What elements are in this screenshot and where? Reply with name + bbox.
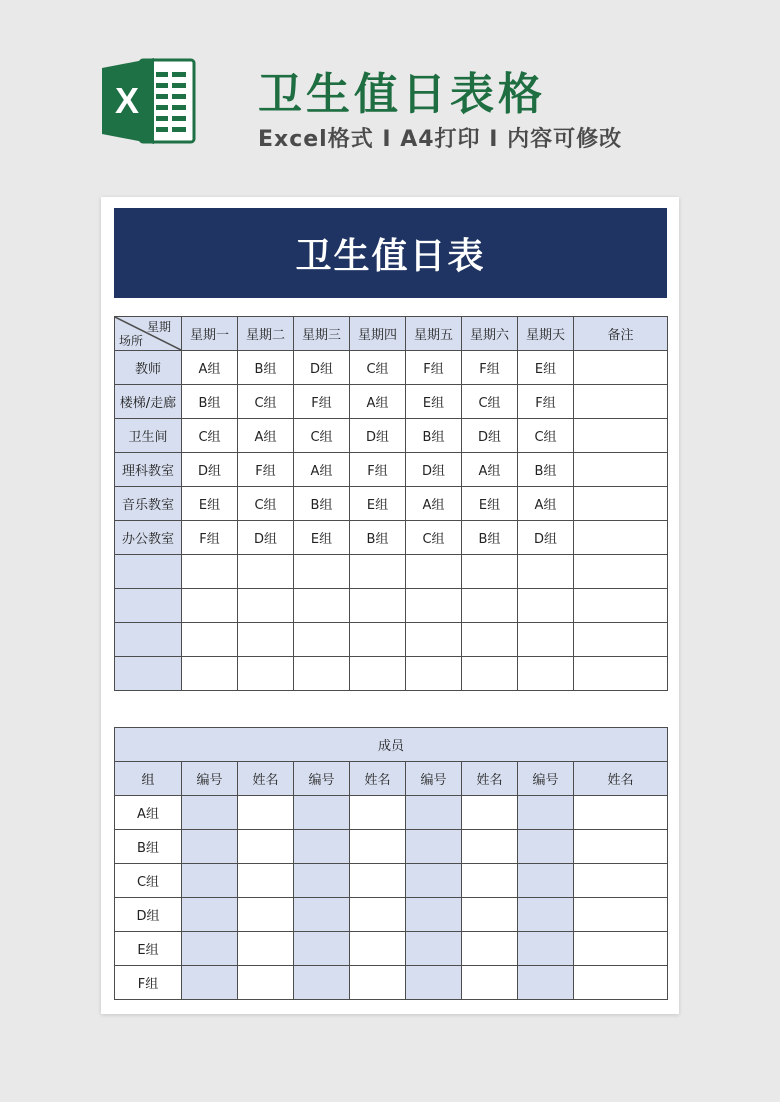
day-header: 星期天	[518, 317, 574, 351]
group-label-cell: A组	[115, 796, 182, 830]
group-cell[interactable]: E组	[294, 521, 350, 555]
group-cell[interactable]: A组	[406, 487, 462, 521]
day-header: 星期五	[406, 317, 462, 351]
number-cell[interactable]	[406, 864, 462, 898]
empty-cell[interactable]	[350, 589, 406, 623]
name-cell[interactable]	[574, 796, 668, 830]
schedule-row	[115, 385, 668, 419]
name-header: 姓名	[350, 762, 406, 796]
name-cell[interactable]	[462, 864, 518, 898]
empty-cell[interactable]	[294, 589, 350, 623]
group-cell[interactable]: C组	[294, 419, 350, 453]
empty-cell[interactable]	[182, 555, 238, 589]
remarks-header: 备注	[574, 317, 668, 351]
page-header	[0, 0, 780, 190]
place-cell: 教师	[115, 351, 182, 385]
number-cell[interactable]	[182, 796, 238, 830]
group-cell[interactable]: B组	[518, 453, 574, 487]
group-cell[interactable]: D组	[238, 521, 294, 555]
spreadsheet-page	[101, 197, 679, 1014]
group-cell[interactable]: B组	[238, 351, 294, 385]
day-header: 星期一	[182, 317, 238, 351]
page-title: 卫生值日表格	[258, 69, 546, 120]
group-cell[interactable]: D组	[406, 453, 462, 487]
corner-header-cell	[115, 317, 182, 351]
empty-cell[interactable]	[518, 555, 574, 589]
schedule-blank-row	[115, 623, 668, 657]
member-row	[115, 796, 668, 830]
number-cell[interactable]	[182, 864, 238, 898]
group-cell[interactable]: D组	[294, 351, 350, 385]
name-cell[interactable]	[350, 830, 406, 864]
schedule-header-row	[115, 317, 668, 351]
empty-cell[interactable]	[462, 657, 518, 691]
sheet-banner	[114, 208, 667, 298]
schedule-blank-row	[115, 657, 668, 691]
number-cell[interactable]	[294, 796, 350, 830]
remarks-cell[interactable]	[574, 385, 668, 419]
name-cell[interactable]	[350, 864, 406, 898]
duty-schedule-table	[114, 316, 668, 691]
group-cell[interactable]: F组	[406, 351, 462, 385]
empty-cell[interactable]	[406, 555, 462, 589]
empty-cell[interactable]	[462, 589, 518, 623]
number-cell[interactable]	[294, 864, 350, 898]
group-header: 组	[115, 762, 182, 796]
empty-cell[interactable]	[462, 623, 518, 657]
members-header-row	[115, 762, 668, 796]
empty-cell[interactable]	[238, 657, 294, 691]
group-label-cell: F组	[115, 966, 182, 1000]
name-cell[interactable]	[462, 932, 518, 966]
group-cell[interactable]: A组	[518, 487, 574, 521]
empty-cell[interactable]	[574, 555, 668, 589]
number-cell[interactable]	[294, 932, 350, 966]
name-cell[interactable]	[462, 898, 518, 932]
member-row	[115, 932, 668, 966]
name-cell[interactable]	[462, 966, 518, 1000]
excel-icon	[100, 56, 196, 146]
remarks-cell[interactable]	[574, 419, 668, 453]
group-cell[interactable]: E组	[350, 487, 406, 521]
empty-cell[interactable]	[350, 623, 406, 657]
group-label-cell: B组	[115, 830, 182, 864]
group-cell[interactable]: A组	[350, 385, 406, 419]
schedule-row	[115, 419, 668, 453]
name-cell[interactable]	[350, 932, 406, 966]
empty-cell[interactable]	[462, 555, 518, 589]
number-cell[interactable]	[294, 898, 350, 932]
number-cell[interactable]	[182, 830, 238, 864]
group-cell[interactable]: C组	[238, 385, 294, 419]
empty-cell[interactable]	[182, 623, 238, 657]
group-cell[interactable]: D组	[182, 453, 238, 487]
empty-cell[interactable]	[518, 589, 574, 623]
empty-cell[interactable]	[350, 555, 406, 589]
group-cell[interactable]: F组	[462, 351, 518, 385]
group-cell[interactable]: F组	[182, 521, 238, 555]
number-cell[interactable]	[518, 830, 574, 864]
number-cell[interactable]	[294, 966, 350, 1000]
number-cell[interactable]	[406, 932, 462, 966]
empty-cell[interactable]	[574, 623, 668, 657]
empty-cell[interactable]	[574, 589, 668, 623]
members-title: 成员	[115, 728, 668, 762]
group-cell[interactable]: C组	[518, 419, 574, 453]
empty-cell[interactable]	[406, 623, 462, 657]
name-cell[interactable]	[350, 898, 406, 932]
remarks-cell[interactable]	[574, 453, 668, 487]
number-cell[interactable]	[518, 864, 574, 898]
number-cell[interactable]	[406, 830, 462, 864]
group-cell[interactable]: B组	[294, 487, 350, 521]
name-cell[interactable]	[238, 932, 294, 966]
member-row	[115, 864, 668, 898]
group-cell[interactable]: D组	[518, 521, 574, 555]
sheet-title: 卫生值日表	[295, 235, 486, 277]
number-cell[interactable]	[294, 830, 350, 864]
number-cell[interactable]	[406, 796, 462, 830]
name-cell[interactable]	[574, 864, 668, 898]
group-cell[interactable]: A组	[182, 351, 238, 385]
group-cell[interactable]: F组	[518, 385, 574, 419]
name-header: 姓名	[238, 762, 294, 796]
name-cell[interactable]	[238, 864, 294, 898]
group-label-cell: E组	[115, 932, 182, 966]
empty-cell[interactable]	[294, 623, 350, 657]
name-cell[interactable]	[238, 796, 294, 830]
name-header: 姓名	[574, 762, 668, 796]
place-cell[interactable]	[115, 589, 182, 623]
name-header: 姓名	[462, 762, 518, 796]
name-cell[interactable]	[350, 966, 406, 1000]
empty-cell[interactable]	[294, 555, 350, 589]
empty-cell[interactable]	[238, 555, 294, 589]
empty-cell[interactable]	[574, 657, 668, 691]
group-cell[interactable]: B组	[462, 521, 518, 555]
name-cell[interactable]	[238, 830, 294, 864]
group-cell[interactable]: A组	[462, 453, 518, 487]
member-row	[115, 898, 668, 932]
schedule-row	[115, 487, 668, 521]
place-cell[interactable]	[115, 657, 182, 691]
number-cell[interactable]	[518, 796, 574, 830]
schedule-row	[115, 453, 668, 487]
number-cell[interactable]	[518, 932, 574, 966]
number-cell[interactable]	[182, 932, 238, 966]
group-cell[interactable]: F组	[350, 453, 406, 487]
empty-cell[interactable]	[518, 623, 574, 657]
place-cell[interactable]	[115, 623, 182, 657]
day-header: 星期六	[462, 317, 518, 351]
empty-cell[interactable]	[406, 657, 462, 691]
name-cell[interactable]	[238, 966, 294, 1000]
group-cell[interactable]: B组	[182, 385, 238, 419]
svg-text:X: X	[114, 80, 140, 121]
number-header: 编号	[182, 762, 238, 796]
empty-cell[interactable]	[518, 657, 574, 691]
number-cell[interactable]	[182, 898, 238, 932]
group-label-cell: D组	[115, 898, 182, 932]
name-cell[interactable]	[238, 898, 294, 932]
remarks-cell[interactable]	[574, 521, 668, 555]
name-cell[interactable]	[574, 830, 668, 864]
day-header: 星期四	[350, 317, 406, 351]
place-cell: 理科教室	[115, 453, 182, 487]
name-cell[interactable]	[574, 898, 668, 932]
group-cell[interactable]: B组	[350, 521, 406, 555]
group-cell[interactable]: C组	[406, 521, 462, 555]
name-cell[interactable]	[350, 796, 406, 830]
number-cell[interactable]	[406, 898, 462, 932]
empty-cell[interactable]	[238, 623, 294, 657]
members-table	[114, 727, 668, 1000]
schedule-row	[115, 521, 668, 555]
members-title-row	[115, 728, 668, 762]
group-cell[interactable]: E组	[406, 385, 462, 419]
number-header: 编号	[406, 762, 462, 796]
name-cell[interactable]	[574, 932, 668, 966]
group-cell[interactable]: C组	[238, 487, 294, 521]
name-cell[interactable]	[462, 830, 518, 864]
remarks-cell[interactable]	[574, 487, 668, 521]
group-cell[interactable]: E组	[182, 487, 238, 521]
empty-cell[interactable]	[238, 589, 294, 623]
name-cell[interactable]	[574, 966, 668, 1000]
schedule-blank-row	[115, 555, 668, 589]
empty-cell[interactable]	[294, 657, 350, 691]
number-cell[interactable]	[518, 966, 574, 1000]
place-cell: 楼梯/走廊	[115, 385, 182, 419]
corner-label-place: 场所	[119, 334, 144, 348]
empty-cell[interactable]	[182, 657, 238, 691]
group-cell[interactable]: E组	[462, 487, 518, 521]
day-header: 星期二	[238, 317, 294, 351]
empty-cell[interactable]	[182, 589, 238, 623]
empty-cell[interactable]	[406, 589, 462, 623]
page-subtitle: Excel格式 I A4打印 I 内容可修改	[258, 127, 623, 152]
corner-label-day: 星期	[146, 320, 171, 334]
group-cell[interactable]: A组	[238, 419, 294, 453]
member-row	[115, 830, 668, 864]
number-header: 编号	[294, 762, 350, 796]
group-cell[interactable]: F组	[238, 453, 294, 487]
schedule-blank-row	[115, 589, 668, 623]
group-cell[interactable]: F组	[294, 385, 350, 419]
group-cell[interactable]: C组	[462, 385, 518, 419]
group-cell[interactable]: C组	[350, 351, 406, 385]
number-cell[interactable]	[182, 966, 238, 1000]
number-cell[interactable]	[406, 966, 462, 1000]
schedule-row	[115, 351, 668, 385]
place-cell: 办公教室	[115, 521, 182, 555]
group-cell[interactable]: C组	[182, 419, 238, 453]
group-cell[interactable]: D组	[462, 419, 518, 453]
number-header: 编号	[518, 762, 574, 796]
place-cell[interactable]	[115, 555, 182, 589]
place-cell: 音乐教室	[115, 487, 182, 521]
place-cell: 卫生间	[115, 419, 182, 453]
number-cell[interactable]	[518, 898, 574, 932]
empty-cell[interactable]	[350, 657, 406, 691]
group-cell[interactable]: B组	[406, 419, 462, 453]
group-label-cell: C组	[115, 864, 182, 898]
group-cell[interactable]: E组	[518, 351, 574, 385]
remarks-cell[interactable]	[574, 351, 668, 385]
day-header: 星期三	[294, 317, 350, 351]
group-cell[interactable]: A组	[294, 453, 350, 487]
member-row	[115, 966, 668, 1000]
name-cell[interactable]	[462, 796, 518, 830]
group-cell[interactable]: D组	[350, 419, 406, 453]
